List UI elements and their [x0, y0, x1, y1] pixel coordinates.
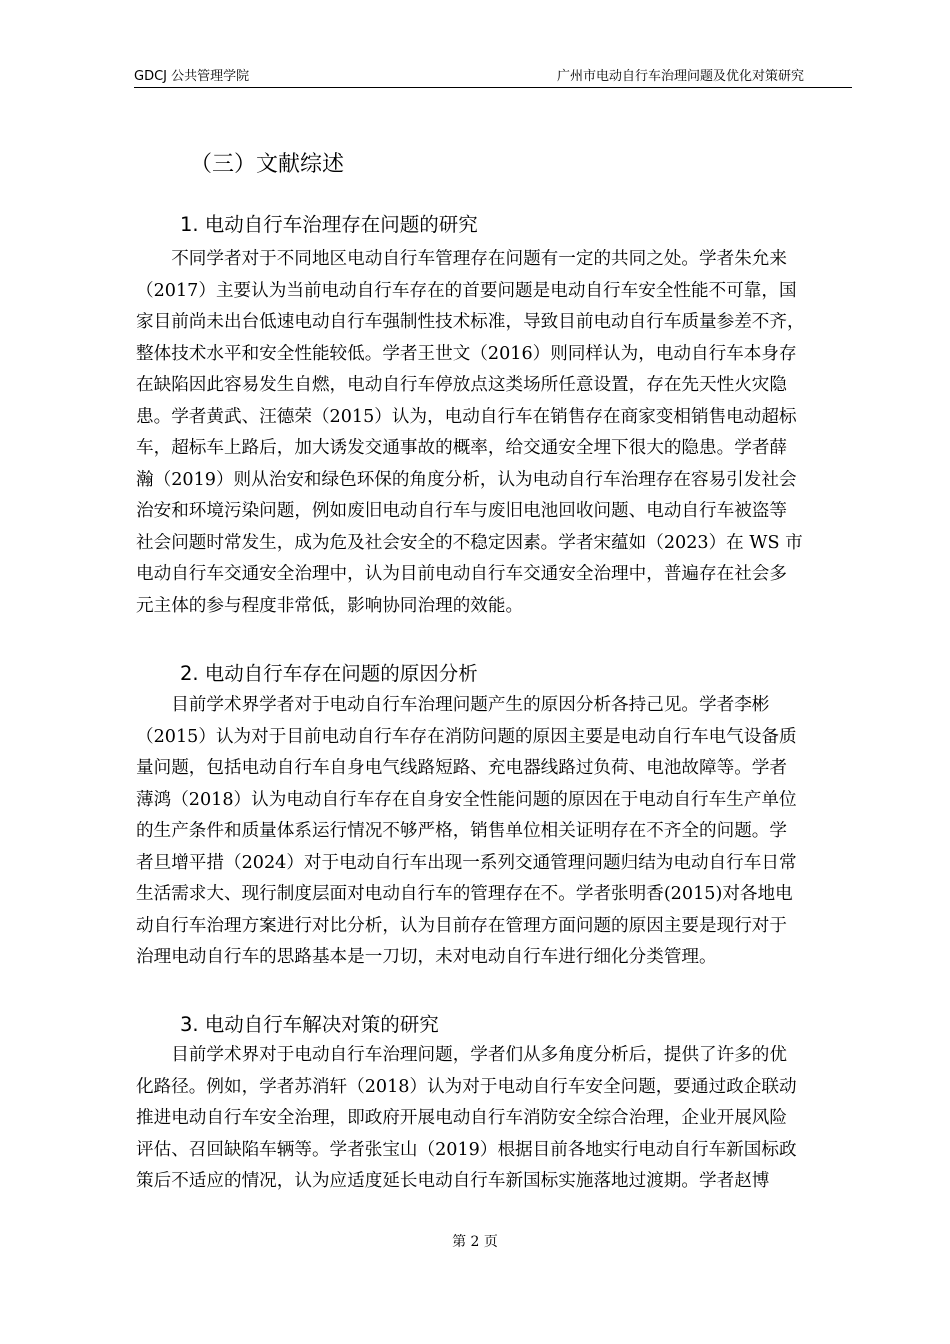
header-institution: GDCJ 公共管理学院: [134, 69, 250, 84]
text-line: 治理电动自行车的思路基本是一刀切，未对电动自行车进行细化分类管理。: [136, 947, 717, 967]
text-line: 治安和环境污染问题，例如废旧电动自行车与废旧电池回收问题、电动自行车被盗等: [136, 501, 787, 521]
text-line: 量问题，包括电动自行车自身电气线路短路、充电器线路过负荷、电池故障等。学者: [136, 758, 787, 778]
text-line: （2017）主要认为当前电动自行车存在的首要问题是电动自行车安全性能不可靠，国: [136, 280, 797, 301]
text-line: 薄鸿（2018）认为电动自行车存在自身安全性能问题的原因在于电动自行车生产单位: [136, 789, 797, 810]
text-line: 策后不适应的情况，认为应适度延长电动自行车新国标实施落地过渡期。学者赵博: [136, 1171, 770, 1191]
text-line: 瀚（2019）则从治安和绿色环保的角度分析，认为电动自行车治理存在容易引发社会: [136, 469, 797, 490]
subsection-3-paragraph: [136, 1040, 856, 1198]
text-line: 元主体的参与程度非常低，影响协同治理的效能。: [136, 595, 524, 616]
text-line: 评估、召回缺陷车辆等。学者张宝山（2019）根据目前各地实行电动自行车新国标政: [136, 1139, 797, 1160]
text-line: 目前学术界学者对于电动自行车治理问题产生的原因分析各持己见。学者李彬: [136, 695, 770, 715]
subsection-1-title: 1. 电动自行车治理存在问题的研究: [180, 213, 478, 236]
text-line: 推进电动自行车安全治理，即政府开展电动自行车消防安全综合治理，企业开展风险: [136, 1108, 787, 1128]
text-line: 的生产条件和质量体系运行情况不够严格，销售单位相关证明存在不齐全的问题。学: [136, 821, 787, 841]
text-line: 生活需求大、现行制度层面对电动自行车的管理存在不。学者张明香(2015)对各地电: [136, 884, 793, 904]
section-title: （三）文献综述: [190, 152, 345, 177]
text-line: 整体技术水平和安全性能较低。学者王世文（2016）则同样认为，电动自行车本身存: [136, 343, 797, 364]
subsection-2-title: 2. 电动自行车存在问题的原因分析: [180, 662, 478, 685]
page-number: 第 2 页: [452, 1234, 498, 1250]
text-line: 电动自行车交通安全治理中，认为目前电动自行车交通安全治理中，普遍存在社会多: [136, 564, 787, 584]
header-paper-title: 广州市电动自行车治理问题及优化对策研究: [556, 69, 804, 84]
text-line: （2015）认为对于目前电动自行车存在消防问题的原因主要是电动自行车电气设备质: [136, 726, 797, 747]
text-line: 患。学者黄武、汪德荣（2015）认为，电动自行车在销售存在商家变相销售电动超标: [136, 406, 797, 427]
text-line: 家目前尚未出台低速电动自行车强制性技术标准，导致目前电动自行车质量参差不齐，: [136, 312, 805, 332]
subsection-1-paragraph: [136, 244, 856, 622]
header-rule: [134, 87, 852, 88]
text-line: 目前学术界对于电动自行车治理问题，学者们从多角度分析后，提供了许多的优: [136, 1045, 787, 1065]
text-line: 车，超标车上路后，加大诱发交通事故的概率，给交通安全埋下很大的隐患。学者薛: [136, 438, 787, 458]
text-line: 动自行车治理方案进行对比分析，认为目前存在管理方面问题的原因主要是现行对于: [136, 915, 787, 936]
text-line: 不同学者对于不同地区电动自行车管理存在问题有一定的共同之处。学者朱允来: [136, 249, 787, 269]
text-line: 化路径。例如，学者苏消轩（2018）认为对于电动自行车安全问题，要通过政企联动: [136, 1076, 797, 1097]
text-line: 在缺陷因此容易发生自燃，电动自行车停放点这类场所任意设置，存在先天性火灾隐: [136, 375, 787, 395]
text-line: 社会问题时常发生，成为危及社会安全的不稳定因素。学者宋蕴如（2023）在 WS 市: [136, 532, 803, 553]
text-line: 者旦增平措（2024）对于电动自行车出现一系列交通管理问题归结为电动自行车日常: [136, 852, 797, 873]
subsection-3-title: 3. 电动自行车解决对策的研究: [180, 1013, 439, 1036]
page-header: [134, 68, 852, 88]
subsection-2-paragraph: [136, 690, 856, 974]
